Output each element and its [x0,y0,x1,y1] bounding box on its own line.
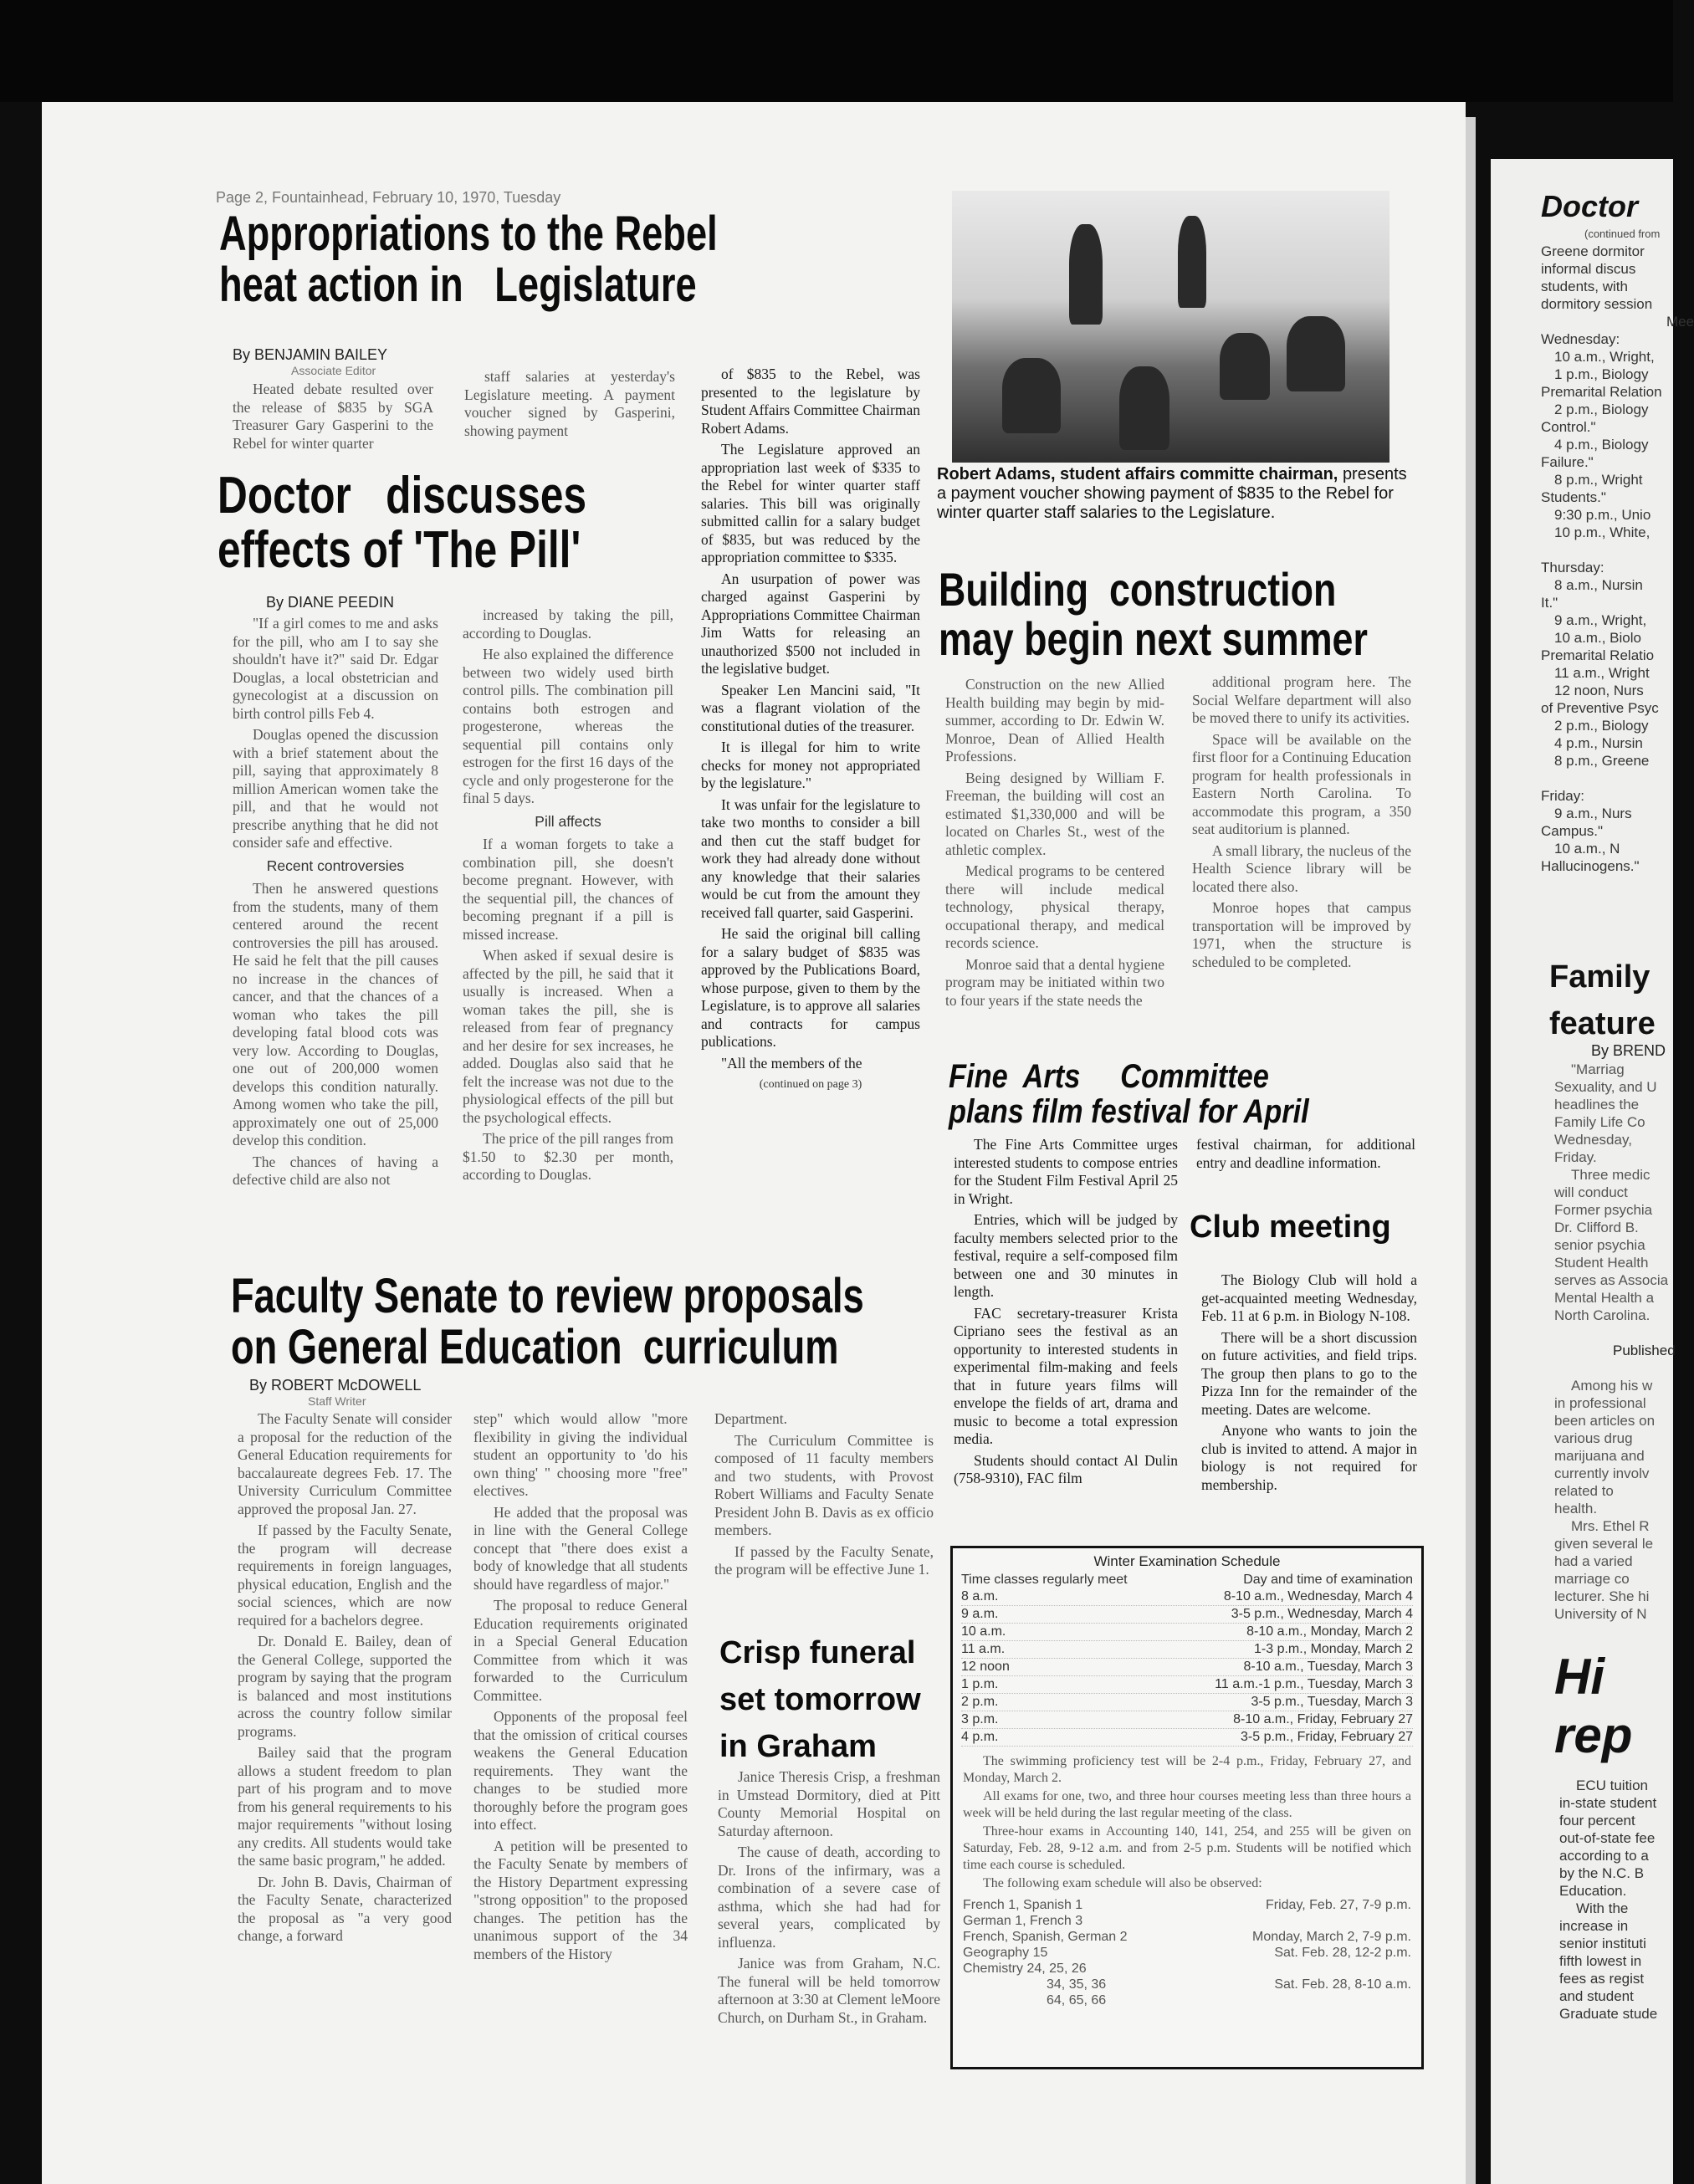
table-row [961,1641,1413,1659]
course: Chemistry 24, 25, 26 [963,1962,1087,1976]
building-p3: Medical programs to be centered there will include medical technology, physical therapy, occupational therapy, and medical records science. [945,862,1164,951]
club-headline: Club meeting [1190,1210,1391,1245]
schedule-line: 1 p.m., Biology [1554,366,1649,382]
schedule-line: 9:30 p.m., Unio [1554,507,1651,523]
faculty-col2 [473,1410,688,1967]
schedule-line: of Preventive Psyc [1541,700,1659,716]
crisp-headline-line2: set tomorrow [719,1682,921,1717]
fine-arts-col1 [954,1136,1178,1491]
table-row [961,1711,1413,1729]
club-col [1201,1271,1417,1497]
building-col2 [1192,673,1411,974]
faculty-headline-line2: on General Education curriculum [231,1319,839,1374]
appropriations-cont-col [701,366,920,1097]
building-headline-line1: Building construction [939,563,1337,616]
schedule-line: dormitory session [1541,296,1653,312]
exam-schedule-title: Winter Examination Schedule [1093,1553,1281,1569]
family-line: Friday. [1554,1149,1597,1165]
high-line: ECU tuition [1576,1777,1648,1793]
faculty-p9: Opponents of the proposal feel that the omission of critical courses weakens the General Education requirements. They want the changes to be studied more thoroughly before the program goes into effect. [473,1708,688,1833]
course: 64, 65, 66 [1047,1993,1107,2008]
faculty-p5: Dr. John B. Davis, Chairman of the Faculty Senate, characterized the proposal as "a very good change, a forward [238,1873,452,1944]
faculty-headline [231,1271,864,1373]
class-time: 1 p.m. [961,1677,999,1691]
doctor-schedule-col [1541,243,1694,875]
faculty-p12: The Curriculum Committee is composed of 11 faculty members and two students, with Provost Robert Williams and Faculty Senate President John B. Davis as ex officio members. [714,1431,934,1538]
club-p1: The Biology Club will hold a get-acquainted meeting Wednesday, Feb. 11 at 6 p.m. in Biology N-108. [1201,1271,1417,1324]
family-line: Three medic [1571,1167,1650,1183]
list-item [963,1945,1411,1961]
building-p6: Space will be available on the first floor for a Continuing Education program for health professionals in Eastern North Carolina. To accommodate this program, a 350 seat auditorium is planned. [1192,730,1411,837]
exam-note-3: Three-hour exams in Accounting 140, 141, 254, and 255 will be given on Saturday, Feb. 28, 9-12 a.m. and from 2-5 p.m. Students will be notified which time each course is scheduled. [963,1824,1411,1872]
family-line: had a varied [1554,1553,1633,1569]
family-line: marijuana and [1554,1448,1645,1464]
high-line: fifth lowest in [1559,1953,1642,1969]
schedule-line: 8 p.m., Wright [1554,472,1643,488]
high-line: out-of-state fee [1559,1830,1656,1846]
family-line [1554,1359,1676,1377]
schedule-line: Mee [1666,314,1694,330]
pill-subhead-2: Pill affects [535,812,601,830]
class-time: 9 a.m. [961,1607,999,1621]
schedule-line: Greene dormitor [1541,243,1645,259]
schedule-line: Campus." [1541,823,1604,839]
extra-schedule [953,1897,1421,2008]
schedule-line: 2 p.m., Biology [1554,402,1649,417]
doctor-cont-heading: Doctor [1541,189,1638,223]
schedule-line [1541,770,1694,787]
pill-p9: The price of the pill ranges from $1.50 to $2.30 per month, according to Douglas. [463,1130,673,1183]
appropriations-col1 [233,381,433,456]
building-col1 [945,676,1164,1013]
high-line: increase in [1559,1918,1629,1934]
high-line: in-state student [1559,1795,1657,1811]
crisp-p3: Janice was from Graham, N.C. The funeral will be held tomorrow afternoon at 3:30 at Clement leMoore Church, on Durham St., in Graham. [718,1955,940,2026]
high-line: four percent [1559,1813,1635,1829]
course: French, Spanish, German 2 [963,1930,1128,1944]
pill-p6: He also explained the difference between two widely used birth control pills. The combination pill contains both estrogen and progesterone, whereas the sequential pill contains only estrogen for the first 16 days of the cycle and only progesterone for the final 5 days. [463,646,673,806]
class-time: 2 p.m. [961,1695,999,1709]
family-line: given several le [1554,1536,1654,1552]
exam-schedule-box [950,1546,1424,2069]
club-p2: There will be a short discussion on future activities, and field trips. The group then plans to go to the Pizza Inn for the remainder of the meeting. Dates are welcome. [1201,1328,1417,1418]
building-p5: additional program here. The Social Welfare department will also be moved there to unify its activities. [1192,673,1411,726]
family-heading-line2: feature [1549,1006,1656,1041]
appropriations-byline [233,346,387,377]
faculty-p11: Department. [714,1410,787,1427]
table-row [961,1606,1413,1624]
faculty-author: By ROBERT McDOWELL [249,1377,422,1394]
appropriations-headline-line1: Appropriations to the Rebel [219,207,718,261]
exam-time: 11 a.m.-1 p.m., Tuesday, March 3 [1215,1677,1413,1691]
high-heading-line2: rep [1554,1707,1633,1763]
col-header-left: Time classes regularly meet [961,1573,1128,1587]
crisp-headline-line3: in Graham [719,1729,877,1764]
table-row [961,1624,1413,1641]
list-item [963,1929,1411,1945]
family-line: will conduct [1554,1184,1628,1200]
building-p7: A small library, the nucleus of the Health Science library will be located there also. [1192,841,1411,895]
high-line: With the [1576,1900,1629,1916]
photo-caption-rest: presents a payment voucher showing payment of $835 to the Rebel for winter quarter staff salaries to the Legislature. [937,465,1407,522]
family-line: Dr. Clifford B. [1554,1220,1639,1235]
class-time: 4 p.m. [961,1730,999,1744]
family-line: University of N [1554,1606,1647,1622]
fine-arts-headline-line2: plans film festival for April [949,1093,1309,1130]
class-time: 11 a.m. [961,1642,1006,1656]
fine-arts-headline [949,1059,1309,1129]
high-line: fees as regist [1559,1971,1645,1987]
high-line: Education. [1559,1883,1627,1899]
col-header-right: Day and time of examination [1243,1573,1413,1587]
pill-p5: increased by taking the pill, according to Douglas. [463,606,673,642]
schedule-line: 10 a.m., Biolo [1554,630,1641,646]
building-p1: Construction on the new Allied Health building may begin by mid-summer, according to Dr. Edwin W. Monroe, Dean of Allied Health Professions. [945,676,1164,765]
course-time: Monday, March 2, 7-9 p.m. [1252,1930,1411,1944]
schedule-line: 2 p.m., Biology [1554,718,1649,734]
schedule-line: students, with [1541,279,1628,294]
high-line: by the N.C. B [1559,1865,1645,1881]
pill-p8: When asked if sexual desire is affected by the pill, he said that it usually is increased. When a woman takes the pill, she is released from fear of pregnancy and her desire for sex increases, he added. Douglas also said that he felt the increase was not due to the physiological effects of the pill but the psychological effects. [463,947,673,1126]
family-line: Published [1613,1343,1676,1358]
appropriations-author: By BENJAMIN BAILEY [233,346,388,363]
exam-time: 1-3 p.m., Monday, March 2 [1254,1642,1413,1656]
approp-cont-p7: He said the original bill calling for a salary budget of $835 was approved by the Publications Board, whose purpose, given to them by the Legislature, is to approve all salaries and contracts for campus publications. [701,925,920,1050]
schedule-line: Control." [1541,419,1596,435]
crisp-headline-line1: Crisp funeral [719,1635,916,1670]
pill-headline-line1: Doctor discusses [218,467,587,524]
approp-cont-p1: of $835 to the Rebel, was presented to the legislature by Student Affairs Committee Chairman Robert Adams. [701,366,920,437]
scan-top-border [0,0,1673,102]
table-row [961,1659,1413,1676]
crisp-p1: Janice Theresis Crisp, a freshman in Umstead Dormitory, died at Pitt County Memorial Hospital on Saturday afternoon. [718,1768,940,1839]
photo-caption [937,465,1407,523]
fine-arts-p4: Students should contact Al Dulin (758-9310), FAC film [954,1451,1178,1486]
faculty-role: Staff Writer [308,1394,366,1408]
schedule-line: Friday: [1541,788,1584,804]
schedule-line: informal discus [1541,261,1636,277]
exam-time: 8-10 a.m., Wednesday, March 4 [1223,1589,1413,1603]
exam-note-4: The following exam schedule will also be observed: [983,1876,1262,1890]
schedule-line: Wednesday: [1541,331,1620,347]
list-item [963,1897,1411,1913]
fine-arts-p2: Entries, which will be judged by faculty members selected prior to the festival, require a self-composed film between one and 30 minutes in length. [954,1211,1178,1300]
exam-time: 3-5 p.m., Wednesday, March 4 [1231,1607,1413,1621]
family-line: in professional [1554,1395,1646,1411]
class-time: 8 a.m. [961,1589,999,1603]
family-line: currently involv [1554,1465,1650,1481]
family-line: various drug [1554,1430,1633,1446]
building-p4: Monroe said that a dental hygiene program may be initiated within two to four years if the state needs the [945,955,1164,1009]
appropriations-headline [219,209,718,311]
exam-note-1: The swimming proficiency test will be 2-4 p.m., Friday, February 27, and Monday, March 2. [963,1754,1411,1785]
schedule-line: 9 a.m., Nurs [1554,806,1632,821]
list-item [963,1961,1411,1977]
family-line: "Marriag [1571,1061,1625,1077]
table-row [961,1694,1413,1711]
high-heading-line1: Hi [1554,1649,1604,1705]
schedule-line: 4 p.m., Biology [1554,437,1649,453]
family-line: Among his w [1571,1378,1653,1394]
schedule-line: Thursday: [1541,560,1604,575]
building-headline-line2: may begin next summer [939,611,1368,665]
family-line: Mental Health a [1554,1290,1655,1306]
faculty-p10: A petition will be presented to the Faculty Senate by members of the History Department expressing "strong opposition" to the proposed changes. The petition has the unanimous support of the 34 members of the History [473,1837,688,1962]
legislature-photo [952,191,1389,463]
exam-schedule-header [961,1572,1413,1588]
exam-notes [963,1753,1411,1892]
pill-col1 [233,615,438,1193]
next-page [1491,159,1694,2184]
course: 34, 35, 36 [1047,1977,1107,1992]
fine-arts-p3: FAC secretary-treasurer Krista Cipriano sees the festival as an opportunity to interested students in experimental film-making and feels that in future years films will envelope the fields of art, drama and music to become a total expression media. [954,1304,1178,1447]
pill-headline [218,467,587,580]
family-line: Mrs. Ethel R [1571,1518,1650,1534]
family-line: related to [1554,1483,1614,1499]
family-byline: By BREND [1591,1042,1666,1059]
course: French 1, Spanish 1 [963,1898,1083,1912]
schedule-line: Students." [1541,489,1606,505]
schedule-line [1541,541,1694,559]
faculty-col1 [238,1410,452,1949]
pill-p4: The chances of having a defective child are also not [233,1153,438,1188]
schedule-line: 9 a.m., Wright, [1554,612,1647,628]
family-line: senior psychia [1554,1237,1645,1253]
course: German 1, French 3 [963,1914,1083,1928]
family-line: North Carolina. [1554,1307,1650,1323]
course-time: Sat. Feb. 28, 12-2 p.m. [1274,1946,1411,1960]
photo-caption-bold: Robert Adams, student affairs committe chairman, [937,465,1338,483]
schedule-line: 12 noon, Nurs [1554,683,1644,698]
approp-cont-p6: It was unfair for the legislature to take two months to consider a bill and then cut the staff budget for work they had already done without any knowledge that their salaries would be cut from the amount they received fall quarter, said Gasperini. [701,795,920,921]
family-line: Sexuality, and U [1554,1079,1657,1095]
schedule-line: 10 p.m., White, [1554,524,1650,540]
family-col [1554,1061,1676,1623]
family-line [1554,1324,1676,1342]
approp-cont-p4: Speaker Len Mancini said, "It was a flagrant violation of the constitutional duties of the treasurer. [701,681,920,734]
pill-headline-line2: effects of 'The Pill' [218,521,581,580]
family-line: Former psychia [1554,1202,1653,1218]
faculty-p7: He added that the proposal was in line with the General College concept that "there does exist a body of knowledge that all students should have regardless of major." [473,1503,688,1593]
family-line: been articles on [1554,1413,1656,1429]
high-line: Graduate stude [1559,2006,1658,2022]
schedule-line: 11 a.m., Wright [1554,665,1650,681]
schedule-line: 8 p.m., Greene [1554,753,1650,769]
high-line: senior instituti [1559,1936,1646,1951]
exam-time: 3-5 p.m., Tuesday, March 3 [1251,1695,1413,1709]
class-time: 3 p.m. [961,1712,999,1726]
appropriations-role: Associate Editor [291,364,376,377]
approp-cont-p2: The Legislature approved an appropriation last week of $335 to the Rebel for winter quarter staff salaries. This bill was originally submitted callin for a salary budget of $835, but was reduced by the appropriation committee to $335. [701,441,920,565]
faculty-col3 [714,1410,934,1583]
course-time: Friday, Feb. 27, 7-9 p.m. [1266,1898,1411,1912]
family-line: health. [1554,1501,1598,1517]
exam-note-2: All exams for one, two, and three hour courses meeting less than three hours a week will be held during the last regular meeting of the class. [963,1789,1411,1820]
appropriations-text-2: staff salaries at yesterday's Legislature meeting. A payment voucher signed by Gasperini, showing payment [464,368,675,439]
faculty-p13: If passed by the Faculty Senate, the program will be effective June 1. [714,1542,934,1578]
schedule-line: 8 a.m., Nursin [1554,577,1643,593]
faculty-headline-line1: Faculty Senate to review proposals [231,1269,864,1323]
high-col [1559,1777,1657,2023]
schedule-line: Premarital Relation [1541,384,1662,400]
family-line: lecturer. She hi [1554,1588,1650,1604]
exam-time: 8-10 a.m., Friday, February 27 [1233,1712,1413,1726]
course-time: Sat. Feb. 28, 8-10 a.m. [1274,1977,1411,1992]
building-p8: Monroe hopes that campus transportation will be improved by 1971, when the structure is scheduled to be completed. [1192,899,1411,970]
schedule-line: 10 a.m., Wright, [1554,349,1655,365]
pill-p1: "If a girl comes to me and asks for the pill, who am I to say she shouldn't have it?" said Dr. Edgar Douglas, a local obstetrician and gynecologist at a discussion on birth control pills Feb 4. [233,615,438,722]
approp-cont-p5: It is illegal for him to write checks for money not appropriated by the legislature." [701,739,920,791]
pill-p2: Douglas opened the discussion with a brief statement about the pill, saying that approximately 8 million American women take the pill, and that he would not prescribe anything that he did not consider safe and effective. [233,726,438,851]
class-time: 10 a.m. [961,1624,1006,1639]
approp-cont-p8: "All the members of the [721,1054,862,1072]
class-time: 12 noon [961,1660,1010,1674]
page-header: Page 2, Fountainhead, February 10, 1970, Tuesday [216,189,561,206]
faculty-byline [249,1377,421,1408]
table-row [961,1588,1413,1606]
family-heading-line1: Family [1549,959,1650,995]
fine-arts-p5: festival chairman, for additional entry and deadline information. [1196,1136,1415,1171]
faculty-p3: Dr. Donald E. Bailey, dean of the General College, supported the program by saying that the program is balanced and most institutions across the country follow similar programs. [238,1633,452,1740]
schedule-line: It." [1541,595,1558,611]
schedule-line: 4 p.m., Nursin [1554,735,1643,751]
exam-schedule-table [961,1572,1413,1747]
faculty-p4: Bailey said that the program allows a student freedom to plan part of his program and to move from his general requirements to his major requirements "without losing any credits. All students would take the same basic program," he added. [238,1744,452,1869]
schedule-line: 10 a.m., N [1554,841,1620,857]
exam-time: 8-10 a.m., Monday, March 2 [1246,1624,1413,1639]
appropriations-col2 [464,368,675,443]
exam-time: 8-10 a.m., Tuesday, March 3 [1243,1660,1413,1674]
family-line: Family Life Co [1554,1114,1645,1130]
pill-p3: Then he answered questions from the students, many of them centered around the recent controversies the pill has aroused. He said he felt that the pill causes no increase in the chances of cancer, and that the chances of a woman who takes the pill developing fatal blood cots was very low. According to Douglas, one out of 200,000 women develops this condition naturally. Among women who take the pill, approximately one out of 25,000 develop this condition. [233,880,438,1148]
building-p2: Being designed by William F. Freeman, the building will cost an estimated $1,330,000 and will be located on Charles St., west of the athletic complex. [945,769,1164,858]
appropriations-headline-line2: heat action in Legislature [219,257,697,312]
pill-byline: By DIANE PEEDIN [266,594,395,611]
schedule-line: Failure." [1541,454,1594,470]
doctor-cont-note: (continued from [1584,228,1661,240]
faculty-p6: step" which would allow "more flexibility in giving the individual student an opportunity to 'do his own thing' " choosing more "free" electives. [473,1410,688,1499]
family-line: serves as Associa [1554,1272,1669,1288]
pill-col2 [463,606,673,1188]
fine-arts-p1: The Fine Arts Committee urges interested students to compose entries for the Student Film Festival April 25 in Wright. [954,1136,1178,1207]
continued-note: (continued on page 3) [759,1078,862,1091]
fine-arts-col2 [1196,1136,1415,1175]
crisp-p2: The cause of death, according to Dr. Irons of the infirmary, was a combination of a severe case of asthma, which she had had for several years, complicated by influenza. [718,1844,940,1951]
faculty-p8: The proposal to reduce General Education requirements originated in a Special General Education Committee from which it was forwarded to the Curriculum Committee. [473,1597,688,1704]
exam-time: 3-5 p.m., Friday, February 27 [1241,1730,1413,1744]
family-line: Wednesday, [1554,1132,1632,1148]
high-heading [1554,1648,1632,1765]
family-line: headlines the [1554,1097,1640,1112]
approp-cont-p3: An usurpation of power was charged against Gasperini by Appropriations Committee Chairman Jim Watts for releasing an unauthorized $500 not included in the legislative budget. [701,570,920,677]
faculty-p1: The Faculty Senate will consider a proposal for the reduction of the General Education requirements for baccalaureate degrees Feb. 17. The University Curriculum Committee approved the proposal Jan. 27. [238,1410,452,1517]
list-item [963,1913,1411,1929]
table-row [961,1676,1413,1694]
list-item [963,1977,1411,1992]
table-row [961,1729,1413,1747]
list-item [963,1992,1411,2008]
course: Geography 15 [963,1946,1048,1960]
pill-subhead-1: Recent controversies [266,857,405,874]
crisp-headline [719,1629,921,1770]
high-line: according to a [1559,1848,1649,1864]
faculty-p2: If passed by the Faculty Senate, the program will decrease requirements in foreign languages, physical education, English and the social sciences, which are now required for a bachelors degree. [238,1522,452,1629]
building-headline [939,565,1368,664]
club-p3: Anyone who wants to join the club is invited to attend. A major in biology is not required for membership. [1201,1422,1417,1493]
crisp-col [718,1768,940,2030]
family-line: marriage co [1554,1571,1630,1587]
appropriations-text-1: Heated debate resulted over the release of $835 by SGA Treasurer Gary Gasperini to the Rebel for winter quarter [233,381,433,452]
family-line: Student Health [1554,1255,1649,1271]
high-line: and student [1559,1988,1634,2004]
schedule-line: Hallucinogens." [1541,858,1640,874]
family-heading [1549,954,1656,1047]
pill-p7: If a woman forgets to take a combination pill, she doesn't become pregnant. However, with the sequential pill, the chances of becoming pregnant if a pill is missed increase. [463,836,673,943]
fine-arts-headline-line1: Fine Arts Committee [949,1058,1269,1095]
schedule-line: Premarital Relatio [1541,647,1655,663]
